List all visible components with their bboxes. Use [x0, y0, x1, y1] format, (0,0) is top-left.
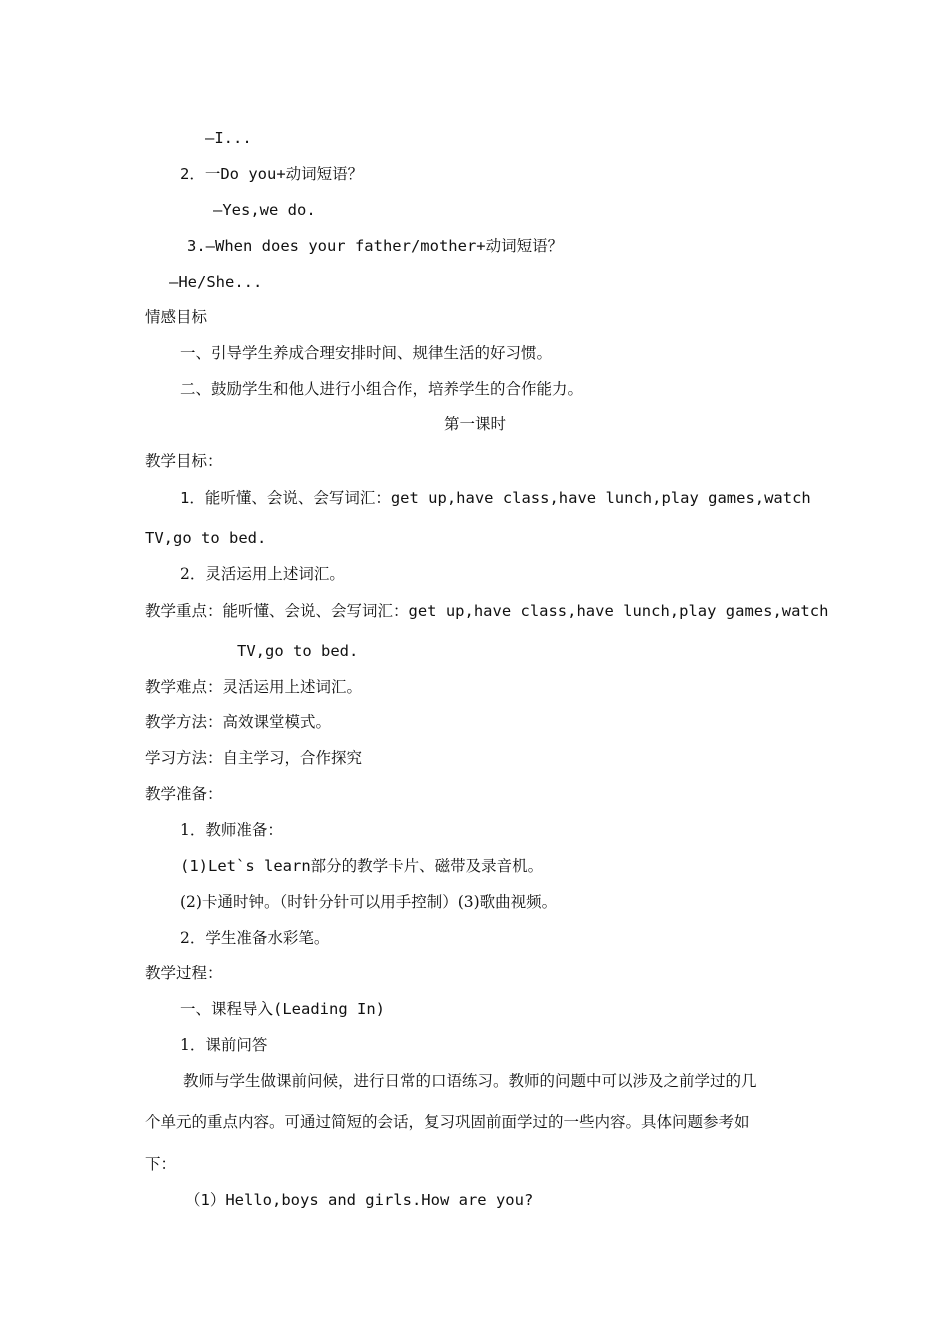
prep-item: 2．学生准备水彩笔。 [180, 929, 330, 947]
teaching-method: 教学方法：高效课堂模式。 [145, 713, 332, 731]
goal-item: 二、鼓励学生和他人进行小组合作，培养学生的合作能力。 [180, 380, 584, 398]
prep-subitem: (1)Let`s learn部分的教学卡片、磁带及录音机。 [180, 857, 544, 875]
difficult-points: 教学难点：灵活运用上述词汇。 [145, 678, 363, 696]
question-item: （1）Hello,boys and girls.How are you? [185, 1191, 534, 1209]
process-step: 一、课程导入(Leading In) [180, 1000, 385, 1018]
lesson-title: 第一课时 [443, 415, 506, 433]
key-points: 教学重点：能听懂、会说、会写词汇：get up,have class,have lunch,play games,watch [145, 602, 829, 620]
section-heading: 教学过程： [145, 964, 223, 982]
section-heading: 教学目标： [145, 452, 223, 470]
dialogue-line: —He/She... [169, 273, 263, 291]
pattern-item: 3.—When does your father/mother+动词短语？ [187, 237, 564, 255]
goal-item: 一、引导学生养成合理安排时间、规律生活的好习惯。 [180, 344, 553, 362]
paragraph-line: 教师与学生做课前问候，进行日常的口语练习。教师的问题中可以涉及之前学过的几 [183, 1072, 757, 1090]
objective-item-continued: TV,go to bed. [145, 529, 267, 547]
dialogue-line: —I... [205, 129, 252, 147]
key-points-continued: TV,go to bed. [237, 642, 359, 660]
paragraph-line: 个单元的重点内容。可通过简短的会话，复习巩固前面学过的一些内容。具体问题参考如 [145, 1113, 750, 1131]
section-heading: 教学准备： [145, 785, 223, 803]
prep-subitem: (2)卡通时钟。（时针分针可以用手控制）(3)歌曲视频。 [180, 893, 558, 911]
learning-method: 学习方法：自主学习，合作探究 [145, 749, 363, 767]
section-heading: 情感目标 [145, 308, 208, 326]
process-substep: 1．课前问答 [180, 1036, 268, 1054]
objective-item: 1．能听懂、会说、会写词汇：get up,have class,have lunch,play games,watch [180, 489, 811, 507]
objective-item: 2．灵活运用上述词汇。 [180, 565, 345, 583]
prep-item: 1．教师准备： [180, 821, 283, 839]
paragraph-line: 下： [145, 1155, 177, 1173]
pattern-item: 2．一Do you+动词短语？ [180, 165, 364, 183]
dialogue-line: —Yes,we do. [213, 201, 316, 219]
